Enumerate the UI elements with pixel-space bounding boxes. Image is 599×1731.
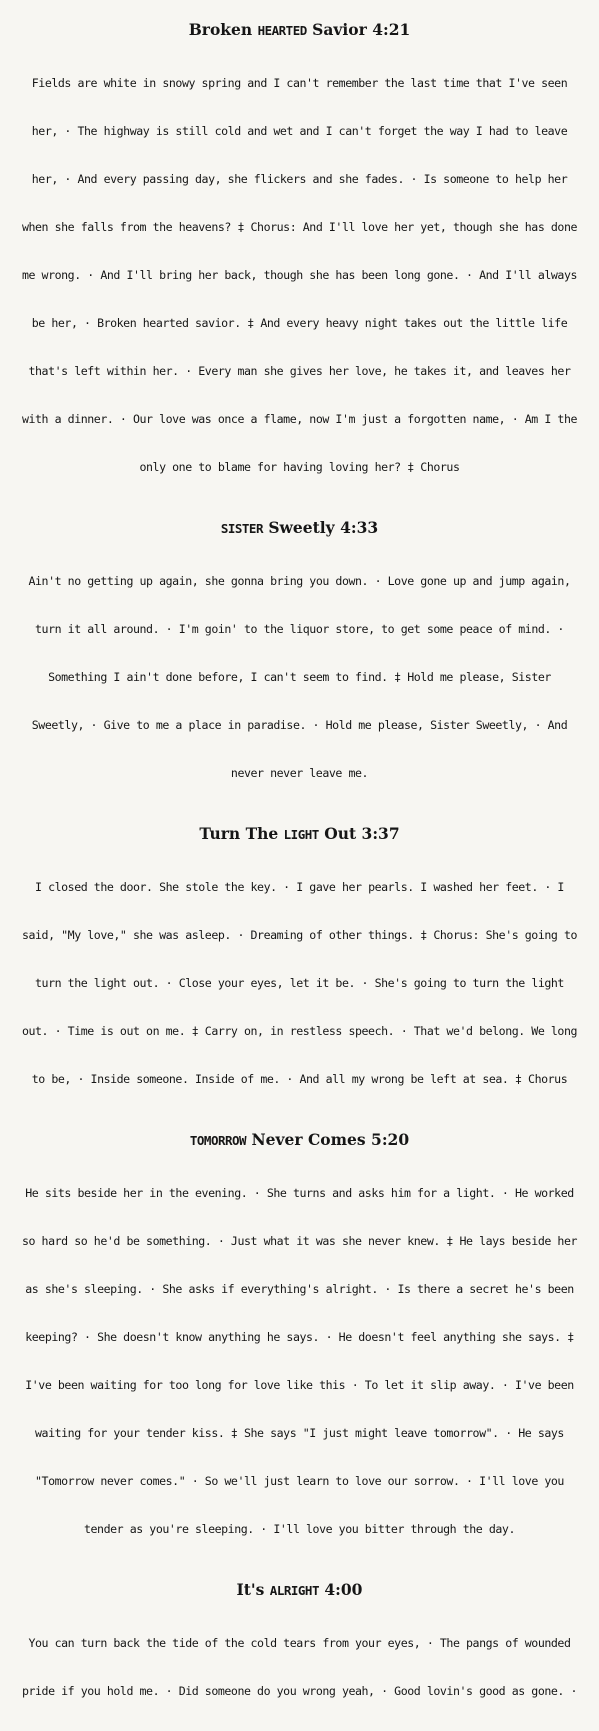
lyric-line: pride if you hold me. · Did someone do you wrong yeah, · Good lovin's good as gone. · (21, 1684, 578, 1698)
lyric-line: Ain't no getting up again, she gonna bring you down. · Love gone up and jump again, (28, 574, 571, 588)
lyric-line: waiting for your tender kiss. ‡ She says "I just might leave tomorrow". · He says (35, 1426, 564, 1440)
title-caps: TOMORROW (189, 1133, 247, 1148)
lyric-line: He sits beside her in the evening. · She turns and asks him for a light. · He worked (25, 1186, 574, 1200)
title-part: Turn The (199, 824, 284, 843)
song-duration: 4:00 (324, 1580, 363, 1599)
lyric-line: turn the light out. · Close your eyes, let it be. · She's going to turn the light (35, 976, 564, 990)
song-lyrics (14, 43, 585, 507)
lyric-line: I closed the door. She stole the key. · I gave her pearls. I washed her feet. · I (35, 880, 564, 894)
song-lyrics (14, 847, 585, 1119)
lyric-line: to be, · Inside someone. Inside of me. · And all my wrong be left at sea. ‡ Chorus (31, 1072, 568, 1086)
lyric-line: "Tomorrow never comes." · So we'll just learn to love our sorrow. · I'll love you (35, 1474, 564, 1488)
song-duration: 4:21 (372, 20, 411, 39)
song-title (14, 1580, 585, 1601)
lyric-line: Fields are white in snowy spring and I can't remember the last time that I've seen (31, 76, 568, 90)
title-part: Out (318, 824, 357, 843)
song-title (14, 20, 585, 41)
lyric-line: You can turn back the tide of the cold tears from your eyes, · The pangs of wounded (28, 1636, 571, 1650)
title-caps: ALRIGHT (269, 1583, 319, 1598)
lyric-line: tender as you're sleeping. · I'll love you bitter through the day. (84, 1522, 515, 1536)
song-title (14, 518, 585, 539)
lyric-line: turn it all around. · I'm goin' to the liquor store, to get some peace of mind. · (35, 622, 564, 636)
song-lyrics (14, 1153, 585, 1569)
lyric-line: when she falls from the heavens? ‡ Chorus: And I'll love her yet, though she has done (21, 220, 578, 234)
song-tomorrow-never-comes (14, 1130, 585, 1569)
lyric-line: Sweetly, · Give to me a place in paradise. · Hold me please, Sister Sweetly, · And (31, 718, 568, 732)
song-duration: 3:37 (361, 824, 400, 843)
lyric-line: as she's sleeping. · She asks if everything's alright. · Is there a secret he's been (25, 1282, 574, 1296)
lyric-line: that's left within her. · Every man she gives her love, he takes it, and leaves her (28, 364, 571, 378)
song-title (14, 824, 585, 845)
title-part: Never Comes (246, 1130, 366, 1149)
lyric-line: said, "My love," she was asleep. · Dreaming of other things. ‡ Chorus: She's going to (21, 928, 578, 942)
lyric-line: her, · And every passing day, she flickers and she fades. · Is someone to help her (31, 172, 568, 186)
song-lyrics (14, 1603, 585, 1731)
lyric-line: keeping? · She doesn't know anything he says. · He doesn't feel anything she says. ‡ (25, 1330, 574, 1344)
song-lyrics (14, 541, 585, 813)
song-its-alright (14, 1580, 585, 1731)
title-part: It's (236, 1580, 270, 1599)
song-broken-hearted-savior (14, 20, 585, 507)
song-duration: 5:20 (371, 1130, 410, 1149)
title-caps: LIGHT (283, 827, 319, 842)
lyric-line: I've been waiting for too long for love like this · To let it slip away. · I've been (25, 1378, 574, 1392)
lyric-line: only one to blame for having loving her? ‡ Chorus (139, 460, 460, 474)
lyric-line: Something I ain't done before, I can't seem to find. ‡ Hold me please, Sister (48, 670, 551, 684)
lyric-line: with a dinner. · Our love was once a flame, now I'm just a forgotten name, · Am I the (21, 412, 578, 426)
song-duration: 4:33 (340, 518, 379, 537)
song-sister-sweetly (14, 518, 585, 813)
lyric-line: out. · Time is out on me. ‡ Carry on, in restless speech. · That we'd belong. We long (21, 1024, 578, 1038)
lyric-line: be her, · Broken hearted savior. ‡ And every heavy night takes out the little life (31, 316, 568, 330)
title-part: Sweetly (262, 518, 335, 537)
title-part: Savior (306, 20, 367, 39)
lyric-line: never never leave me. (230, 766, 369, 780)
lyric-line: me wrong. · And I'll bring her back, though she has been long gone. · And I'll always (21, 268, 578, 282)
title-caps: SISTER (220, 521, 263, 536)
song-turn-the-light-out (14, 824, 585, 1119)
song-title (14, 1130, 585, 1151)
title-caps: HEARTED (257, 23, 307, 38)
lyric-line: her, · The highway is still cold and wet and I can't forget the way I had to leave (31, 124, 568, 138)
lyric-line: so hard so he'd be something. · Just what it was she never knew. ‡ He lays beside her (21, 1234, 578, 1248)
title-part: Broken (188, 20, 258, 39)
